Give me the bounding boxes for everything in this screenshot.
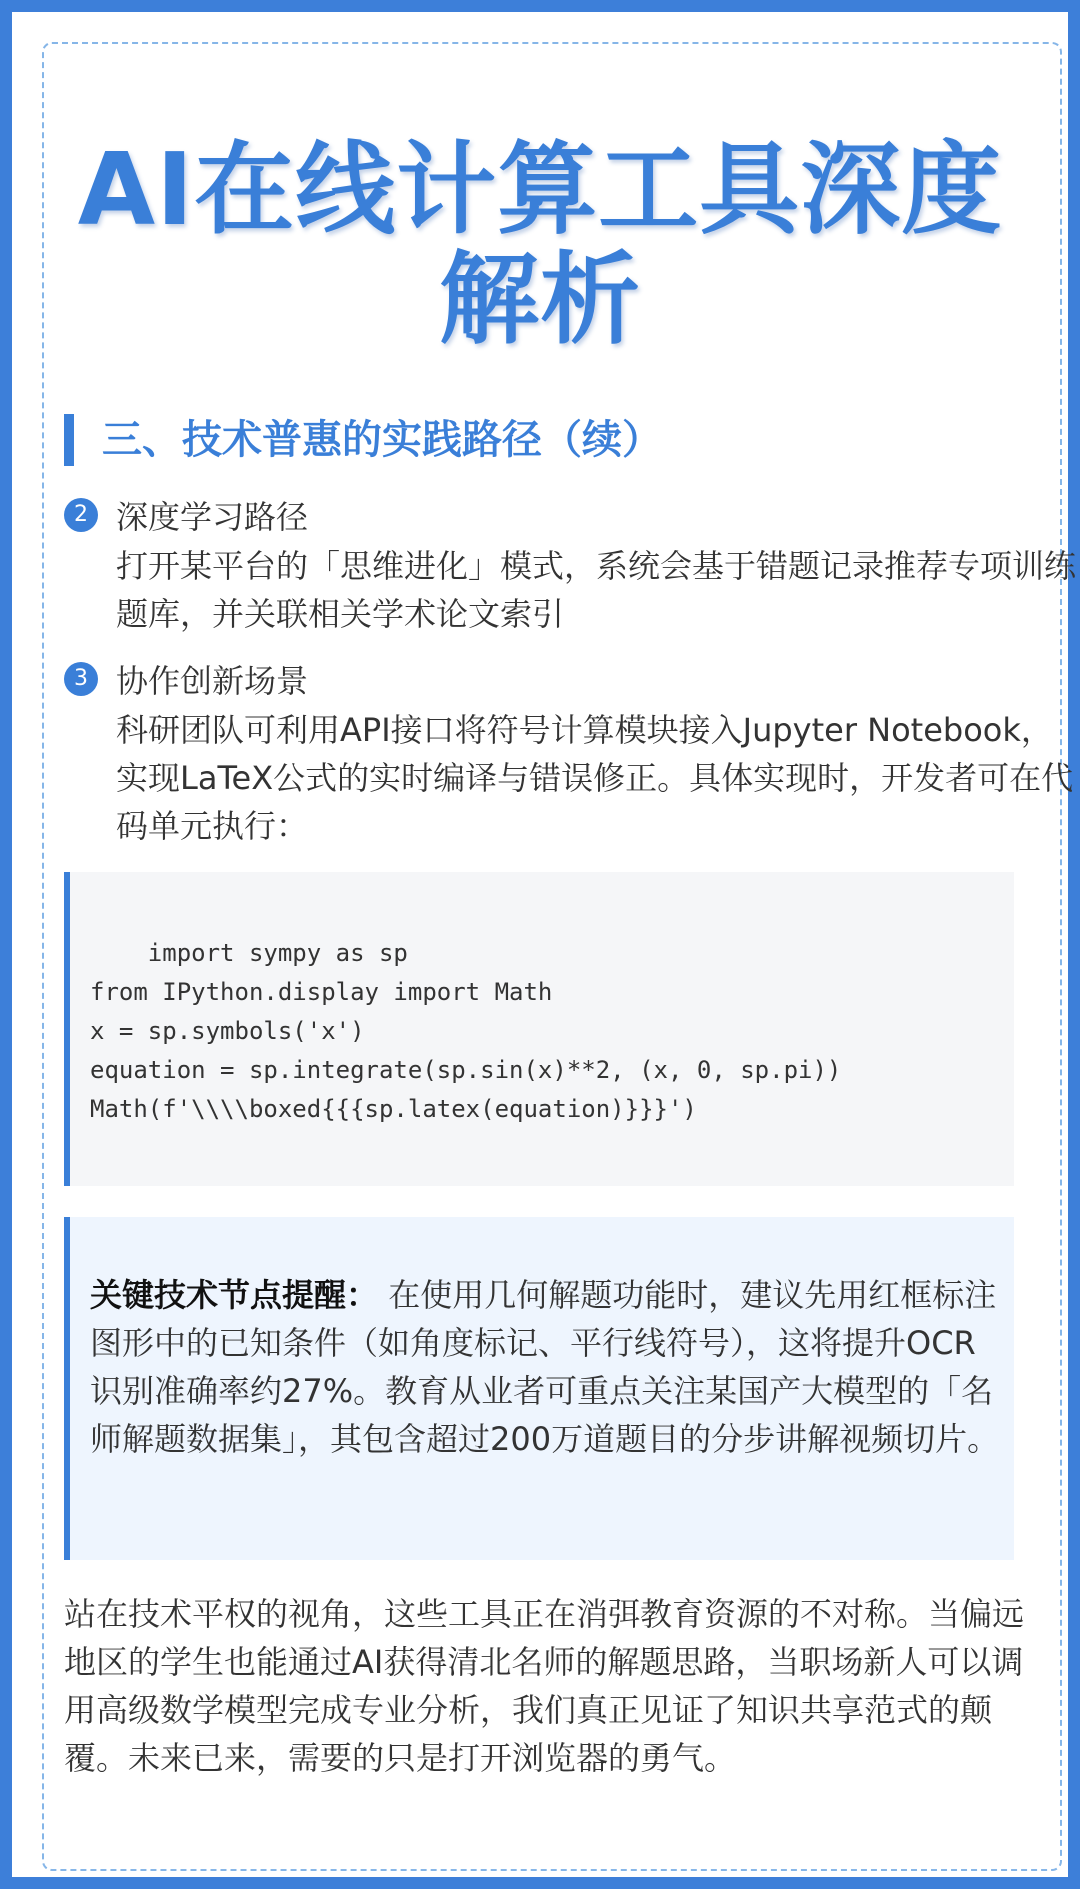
item-body: 打开某平台的「思维进化」模式，系统会基于错题记录推荐专项训练题库，并关联相关学术论文索引 — [116, 547, 1077, 633]
number-badge: 3 — [64, 662, 98, 696]
title-line-2: 解析 — [439, 241, 641, 358]
page-title — [60, 131, 1020, 358]
item-body: 科研团队可利用API接口将符号计算模块接入Jupyter Notebook，实现LaTeX公式的实时编译与错误修正。具体实现时，开发者可在代码单元执行： — [116, 711, 1074, 845]
code-line: Math(f'\\\\boxed{{{sp.latex(equation)}}}') — [90, 1095, 697, 1123]
tip-text: 在使用几何解题功能时，建议先用红框标注图形中的已知条件（如角度标记、平行线符号），这将提升OCR识别准确率约27%。教育从业者可重点关注某国产大模型的「名师解题数据集」，其包含超过200万道题目的分步讲解视频切片。 — [90, 1276, 1000, 1458]
tip-label: 关键技术节点提醒： — [90, 1276, 379, 1314]
code-line: from IPython.display import Math — [90, 978, 553, 1006]
section-heading: 三、技术普惠的实践路径（续） — [64, 414, 662, 466]
tip-callout — [64, 1217, 1014, 1560]
item-title: 深度学习路径 — [116, 498, 309, 536]
code-block — [64, 872, 1014, 1186]
number-badge: 2 — [64, 498, 98, 532]
closing-paragraph: 站在技术平权的视角，这些工具正在消弭教育资源的不对称。当偏远地区的学生也能通过AI获得清北名师的解题思路，当职场新人可以调用高级数学模型完成专业分析，我们真正见证了知识共享范式的颠覆。未来已来，需要的只是打开浏览器的勇气。 — [64, 1595, 1025, 1777]
item-title: 协作创新场景 — [116, 662, 309, 700]
code-line: equation = sp.integrate(sp.sin(x)**2, (x, 0, sp.pi)) — [90, 1056, 842, 1084]
code-line: import sympy as sp — [90, 939, 408, 967]
title-line-1: AI在线计算工具深度 — [77, 131, 1003, 248]
code-line: x = sp.symbols('x') — [90, 1017, 365, 1045]
